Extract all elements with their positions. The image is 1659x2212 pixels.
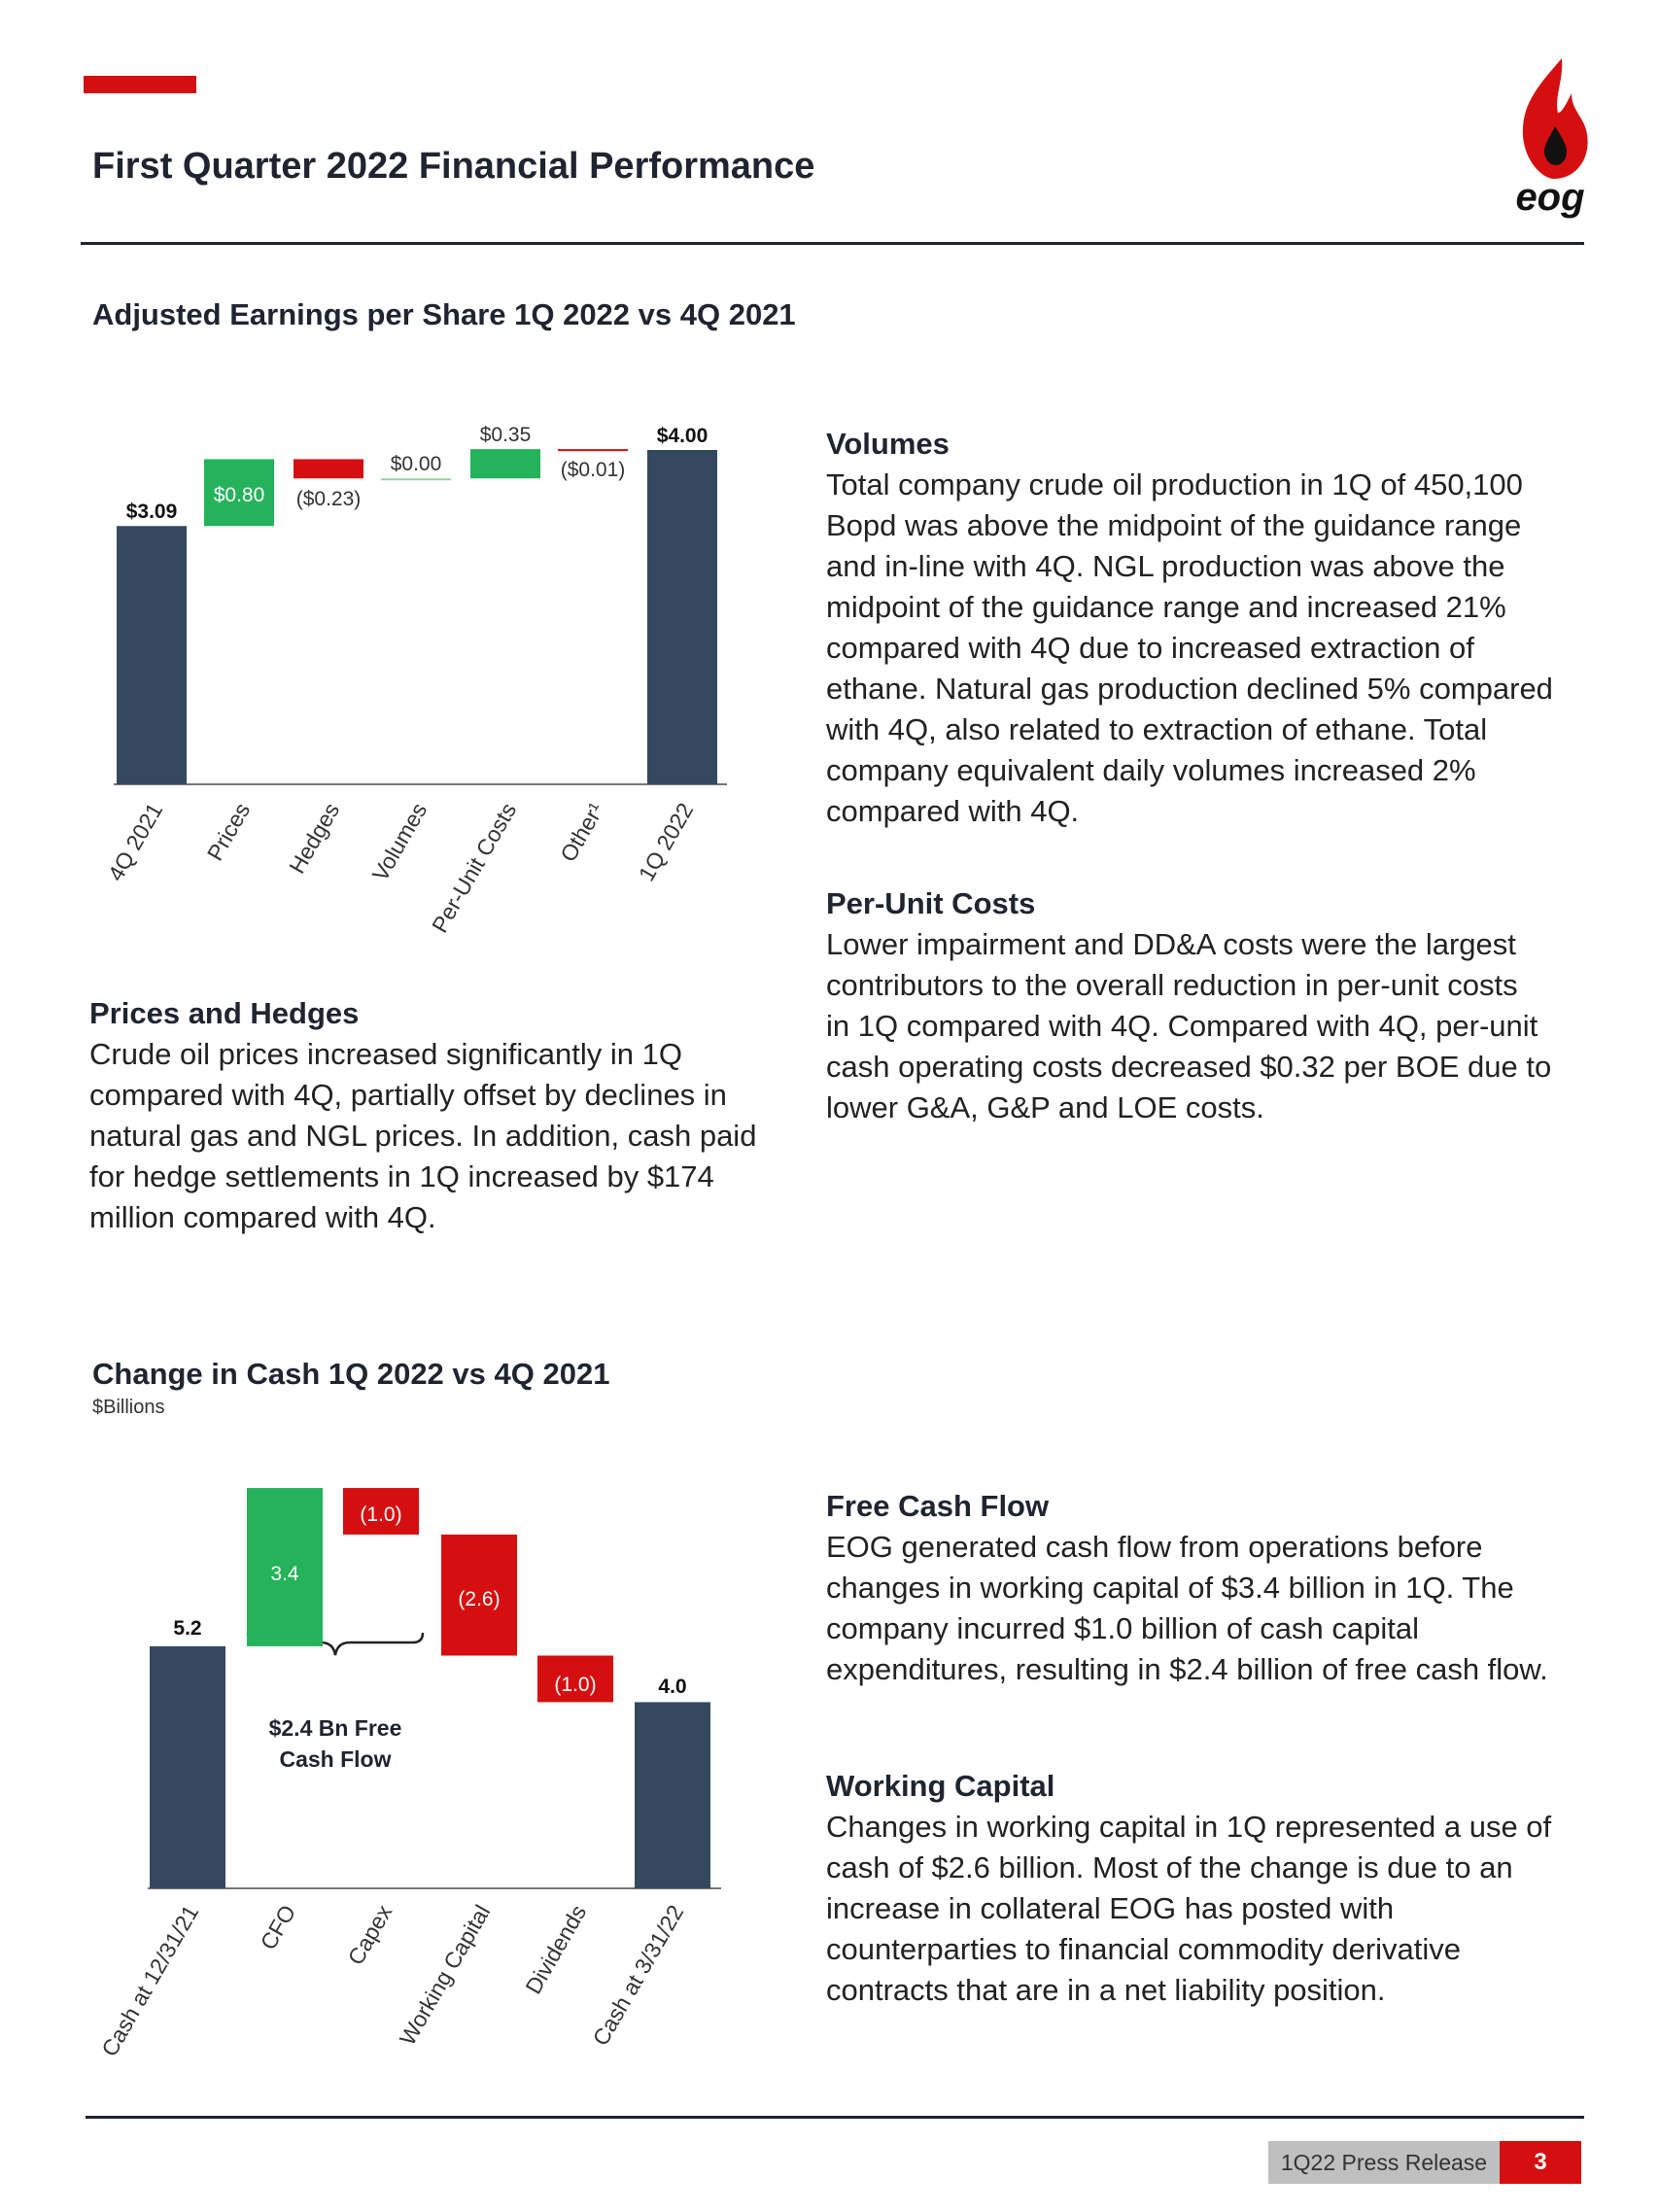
data-label: $3.09 xyxy=(125,501,178,523)
data-label: (1.0) xyxy=(360,1503,402,1526)
page-number: 3 xyxy=(1500,2141,1581,2184)
section-heading: Volumes xyxy=(826,427,950,461)
section-line: Bopd was above the midpoint of the guidance range xyxy=(826,508,1522,542)
logo-text: eog xyxy=(1515,176,1585,219)
section-line: million compared with 4Q. xyxy=(89,1200,436,1234)
section-line: counterparties to financial commodity derivative xyxy=(826,1932,1462,1966)
section-heading: Prices and Hedges xyxy=(89,996,360,1030)
x-tick-label: Prices xyxy=(201,798,256,865)
free-cash-flow-annotation-line2: Cash Flow xyxy=(279,1746,392,1772)
header-accent-bar xyxy=(84,76,196,93)
bar-hedges xyxy=(294,459,363,478)
x-tick-label: Other¹ xyxy=(555,798,609,866)
data-label: ($0.01) xyxy=(560,459,626,481)
section-per-unit-costs xyxy=(826,883,1604,1128)
page-title: First Quarter 2022 Financial Performance xyxy=(92,146,815,187)
bar-cash-at-12-31-21 xyxy=(150,1646,225,1888)
footer-label: 1Q22 Press Release xyxy=(1268,2141,1500,2184)
x-tick-label: Working Capital xyxy=(394,1900,496,2050)
x-tick-label: CFO xyxy=(255,1900,301,1954)
data-label: 3.4 xyxy=(270,1563,299,1585)
section-line: company incurred $1.0 billion of cash capital xyxy=(826,1611,1420,1645)
eps-chart-title: Adjusted Earnings per Share 1Q 2022 vs 4Q 2021 xyxy=(92,297,796,331)
data-label: $0.00 xyxy=(390,453,442,475)
data-label: (1.0) xyxy=(554,1674,597,1696)
cash-waterfall-chart xyxy=(0,1458,778,2119)
section-volumes xyxy=(826,424,1604,832)
bar-other- xyxy=(558,449,628,451)
bar-4q-2021 xyxy=(117,526,187,784)
section-line: increase in collateral EOG has posted with xyxy=(826,1891,1395,1925)
data-label: $0.80 xyxy=(213,484,265,506)
section-line: midpoint of the guidance range and increased 21% xyxy=(826,590,1506,624)
eps-waterfall-chart xyxy=(0,389,778,972)
data-label: 4.0 xyxy=(658,1676,687,1698)
section-line: Crude oil prices increased significantly in 1Q xyxy=(89,1037,682,1071)
section-free-cash-flow xyxy=(826,1486,1604,1690)
eog-logo xyxy=(1502,54,1599,220)
x-tick-label: Hedges xyxy=(284,798,345,879)
section-line: Changes in working capital in 1Q represented a use of xyxy=(826,1810,1552,1844)
bar-volumes xyxy=(381,478,451,480)
cash-chart-title: Change in Cash 1Q 2022 vs 4Q 2021 xyxy=(92,1357,610,1391)
section-line: lower G&A, G&P and LOE costs. xyxy=(826,1090,1264,1124)
section-line: compared with 4Q due to increased extraction of xyxy=(826,631,1474,665)
section-line: for hedge settlements in 1Q increased by $174 xyxy=(89,1159,714,1193)
section-line: and in-line with 4Q. NGL production was above the xyxy=(826,549,1505,583)
section-line: compared with 4Q. xyxy=(826,794,1080,828)
section-heading: Per-Unit Costs xyxy=(826,886,1036,920)
section-heading: Free Cash Flow xyxy=(826,1489,1050,1523)
section-line: contributors to the overall reduction in per-unit costs xyxy=(826,968,1518,1002)
section-line: cash of $2.6 billion. Most of the change is due to an xyxy=(826,1850,1513,1884)
footer-rule xyxy=(86,2116,1584,2119)
section-line: cash operating costs decreased $0.32 per BOE due to xyxy=(826,1050,1552,1084)
data-label: (2.6) xyxy=(458,1588,501,1610)
x-tick-label: Dividends xyxy=(520,1900,592,1998)
section-line: with 4Q, also related to extraction of ethane. Total xyxy=(826,712,1488,746)
x-tick-label: Volumes xyxy=(366,798,432,885)
bar-per-unit-costs xyxy=(470,449,540,478)
bar-cash-at-3-31-22 xyxy=(635,1702,710,1888)
data-label: $4.00 xyxy=(656,425,709,447)
section-line: in 1Q compared with 4Q. Compared with 4Q, per-unit xyxy=(826,1009,1538,1043)
section-line: expenditures, resulting in $2.4 billion of free cash flow. xyxy=(826,1652,1548,1686)
section-line: natural gas and NGL prices. In addition, cash paid xyxy=(89,1119,757,1153)
x-tick-label: 1Q 2022 xyxy=(633,798,699,885)
x-tick-label: Cash at 3/31/22 xyxy=(587,1900,689,2051)
data-label: $0.35 xyxy=(479,424,532,446)
x-tick-label: Capex xyxy=(342,1900,397,1970)
data-label: 5.2 xyxy=(173,1617,202,1640)
section-line: changes in working capital of $3.4 billion in 1Q. The xyxy=(826,1571,1514,1605)
section-heading: Working Capital xyxy=(826,1769,1055,1803)
section-line: company equivalent daily volumes increased 2% xyxy=(826,753,1476,787)
cash-chart-subtitle: $Billions xyxy=(92,1397,165,1418)
section-working-capital xyxy=(826,1766,1604,2011)
section-line: Total company crude oil production in 1Q of 450,100 xyxy=(826,467,1523,501)
section-line: ethane. Natural gas production declined 5% compared xyxy=(826,672,1553,706)
bar-1q-2022 xyxy=(647,450,717,784)
data-label: ($0.23) xyxy=(295,488,362,510)
section-line: contracts that are in a net liability position. xyxy=(826,1973,1386,2007)
free-cash-flow-annotation-line1: $2.4 Bn Free xyxy=(268,1715,402,1741)
x-tick-label: Per-Unit Costs xyxy=(427,798,522,938)
header-rule xyxy=(81,242,1584,245)
x-tick-label: Cash at 12/31/21 xyxy=(96,1900,204,2061)
section-prices-hedges xyxy=(89,993,809,1238)
section-line: compared with 4Q, partially offset by declines in xyxy=(89,1078,727,1112)
section-line: EOG generated cash flow from operations before xyxy=(826,1530,1483,1564)
section-line: Lower impairment and DD&A costs were the largest xyxy=(826,927,1516,961)
x-tick-label: 4Q 2021 xyxy=(102,798,168,885)
